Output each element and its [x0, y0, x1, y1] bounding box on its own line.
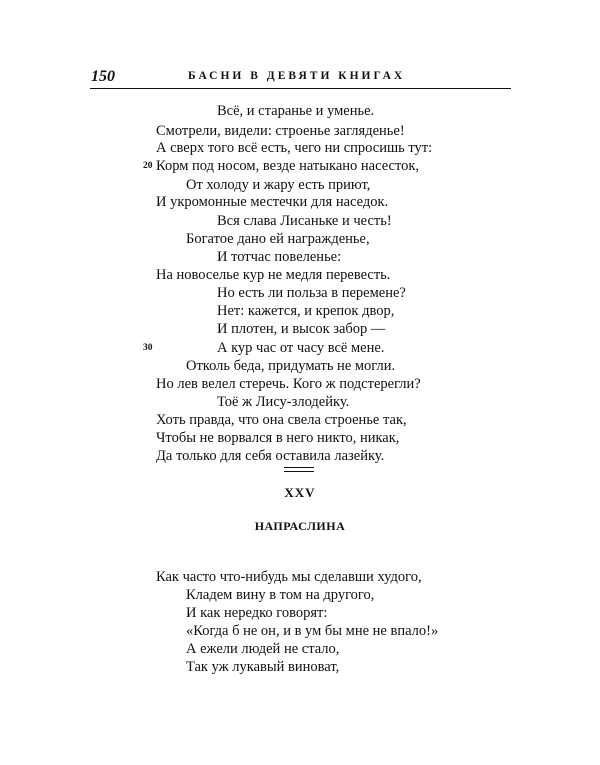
line-number: 20 — [143, 161, 153, 171]
page-number: 150 — [91, 68, 115, 85]
poem-line: Но лев велел стеречь. Кого ж подстерегли? — [156, 376, 421, 392]
poem-line: Чтобы не ворвался в него никто, никак, — [156, 430, 400, 446]
poem-line: Да только для себя оставила лазейку. — [156, 448, 385, 464]
running-head — [0, 0, 600, 95]
poem-line: Тоё ж Лису-злодейку. — [217, 394, 350, 410]
header-rule — [90, 88, 511, 89]
poem-line: Смотрели, видели: строенье загляденье! — [156, 123, 405, 139]
poem-line: И тотчас повеленье: — [217, 249, 342, 265]
poem-line: Как часто что-нибудь мы сделавши худого, — [156, 569, 422, 585]
fable-number: XXV — [284, 485, 316, 500]
divider-rule — [284, 471, 314, 472]
poem-line: «Когда б не он, и в ум бы мне не впало!» — [186, 623, 439, 639]
poem-line: Корм под носом, везде натыкано насесток, — [156, 158, 420, 174]
poem-line: От холоду и жару есть приют, — [186, 177, 371, 193]
poem-line: Всё, и стараньe и уменье. — [217, 103, 375, 119]
line-number: 30 — [143, 343, 153, 353]
poem-line: И укромонные местечки для наседок. — [156, 194, 389, 210]
divider-rule — [284, 467, 314, 468]
poem-line: Нет: кажется, и крепок двор, — [217, 303, 395, 319]
poem-line: Но есть ли польза в перемене? — [217, 285, 406, 301]
poem-line: И плотен, и высок забор — — [217, 321, 386, 337]
poem-line: И как нередко говорят: — [186, 605, 328, 621]
poem-line: Богатое дано ей награжденье, — [186, 231, 370, 247]
poem-line: Так уж лукавый виноват, — [186, 659, 340, 675]
poem-line: На новоселье кур не медля перевесть. — [156, 267, 391, 283]
poem-line: Кладем вину в том на другого, — [186, 587, 375, 603]
poem-line: Вся слава Лисаньке и честь! — [217, 213, 392, 229]
poem-line: А сверх того всё есть, чего ни спросишь тут: — [156, 140, 433, 156]
poem-line: А ежели людей не стало, — [186, 641, 340, 657]
fable-title: НАПРАСЛИНА — [254, 519, 346, 533]
running-title: БАСНИ В ДЕВЯТИ КНИГАХ — [188, 70, 406, 82]
poem-line: Отколь беда, придумать не могли. — [186, 358, 396, 374]
poem-line: Хоть правда, что она свела строенье так, — [156, 412, 407, 428]
poem-line: А кур час от часу всё мене. — [217, 340, 385, 356]
